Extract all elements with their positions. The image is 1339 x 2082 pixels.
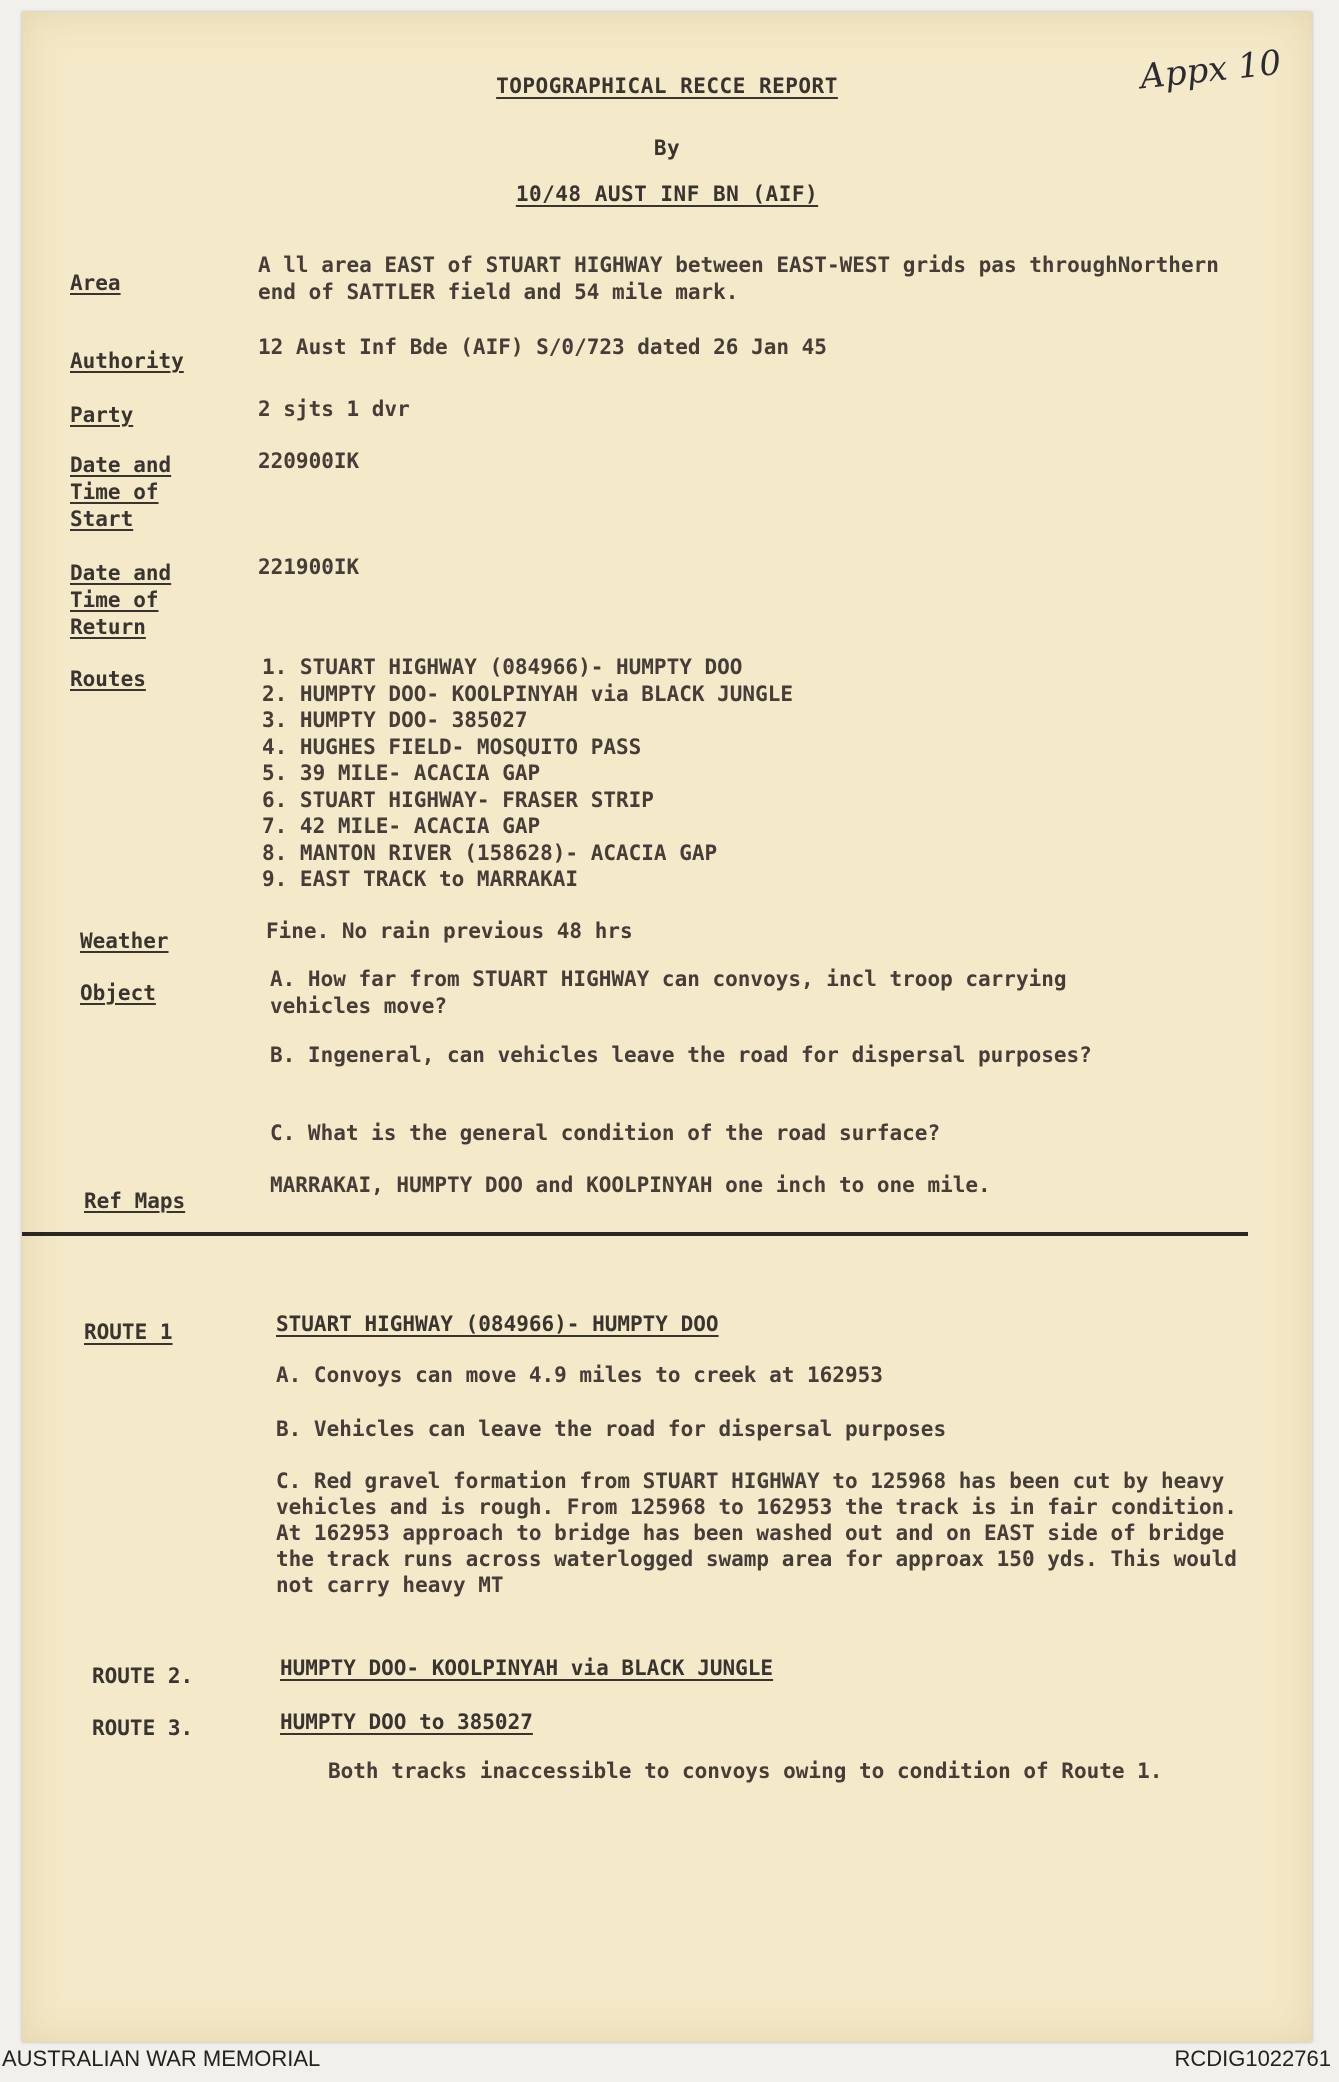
authority-value: 12 Aust Inf Bde (AIF) S/0/723 dated 26 Jan 45 (258, 335, 827, 359)
return-value: 221900IK (258, 555, 360, 579)
route-list-item: 1. STUART HIGHWAY (084966)- HUMPTY DOO (262, 655, 743, 679)
route-list-item: 7. 42 MILE- ACACIA GAP (262, 814, 541, 838)
start-value: 220900IK (258, 449, 360, 473)
document-page (22, 12, 1312, 2042)
party-label: Party (70, 403, 134, 427)
route2-label: ROUTE 2. (92, 1664, 194, 1688)
route-list-item: 2. HUMPTY DOO- KOOLPINYAH via BLACK JUNGLE (262, 681, 794, 706)
report-by: By (653, 136, 681, 160)
footer-archive-name: AUSTRALIAN WAR MEMORIAL (2, 2046, 321, 2071)
route2-title: HUMPTY DOO- KOOLPINYAH via BLACK JUNGLE (280, 1656, 774, 1680)
weather-value: Fine. No rain previous 48 hrs (266, 919, 633, 943)
area-value: A ll area EAST of STUART HIGHWAY between EAST-WEST grids pas throughNorthern end of SATTLER field and 54 mile mark. (258, 253, 1219, 304)
start-label: Date and Time of Start (70, 453, 172, 531)
route-list-item: 4. HUGHES FIELD- MOSQUITO PASS (262, 734, 642, 759)
route3-title: HUMPTY DOO to 385027 (280, 1710, 533, 1734)
handwritten-appendix-note: Appx 10 (1138, 42, 1284, 98)
section-divider (22, 1232, 1248, 1236)
route-list-item: 6. STUART HIGHWAY- FRASER STRIP (262, 787, 654, 812)
object-question-b: B. Ingeneral, can vehicles leave the road for dispersal purposes? (270, 1043, 1092, 1067)
authority-label: Authority (70, 349, 184, 373)
report-unit: 10/48 AUST INF BN (AIF) (515, 182, 819, 206)
route-list-item: 9. EAST TRACK to MARRAKAI (262, 867, 579, 891)
route1-title: STUART HIGHWAY (084966)- HUMPTY DOO (276, 1312, 719, 1336)
route3-note: Both tracks inaccessible to convoys owing to condition of Route 1. (328, 1759, 1163, 1783)
report-title-line (22, 74, 1312, 98)
object-question-a: A. How far from STUART HIGHWAY can convoys, incl troop carrying vehicles move? (270, 967, 1067, 1018)
ref-maps-label: Ref Maps (84, 1189, 186, 1213)
footer-record-id: RCDIG1022761 (1174, 2046, 1331, 2071)
object-question-c: C. What is the general condition of the road surface? (270, 1121, 941, 1145)
route1-item-c: C. Red gravel formation from STUART HIGHWAY to 125968 has been cut by heavy vehicles and is rough. From 125968 to 162953 the track is in fair condition. At 162953 approach to bridge has been washed out and on EAST side of bridge the track runs across waterlogged swamp area for approax 150 yds. This would not carry heavy MT (276, 1469, 1237, 1597)
report-title: TOPOGRAPHICAL RECCE REPORT (496, 74, 838, 98)
route-list-item: 3. HUMPTY DOO- 385027 (262, 708, 528, 732)
route1-label: ROUTE 1 (84, 1320, 173, 1344)
area-label: Area (70, 271, 121, 295)
report-unit-line (22, 182, 1312, 206)
routes-list (262, 654, 1262, 893)
object-label: Object (80, 981, 156, 1005)
route-list-item: 5. 39 MILE- ACACIA GAP (262, 761, 541, 785)
routes-list-container (262, 654, 1262, 893)
route-list-item: 8. MANTON RIVER (158628)- ACACIA GAP (262, 840, 718, 865)
routes-label: Routes (70, 667, 146, 691)
weather-label: Weather (80, 929, 169, 953)
route1-item-b: B. Vehicles can leave the road for dispersal purposes (276, 1417, 947, 1441)
party-value: 2 sjts 1 dvr (258, 397, 410, 421)
route3-label: ROUTE 3. (92, 1716, 194, 1740)
ref-maps-value: MARRAKAI, HUMPTY DOO and KOOLPINYAH one inch to one mile. (270, 1173, 991, 1197)
route1-item-a: A. Convoys can move 4.9 miles to creek at 162953 (276, 1363, 883, 1387)
return-label: Date and Time of Return (70, 561, 172, 639)
